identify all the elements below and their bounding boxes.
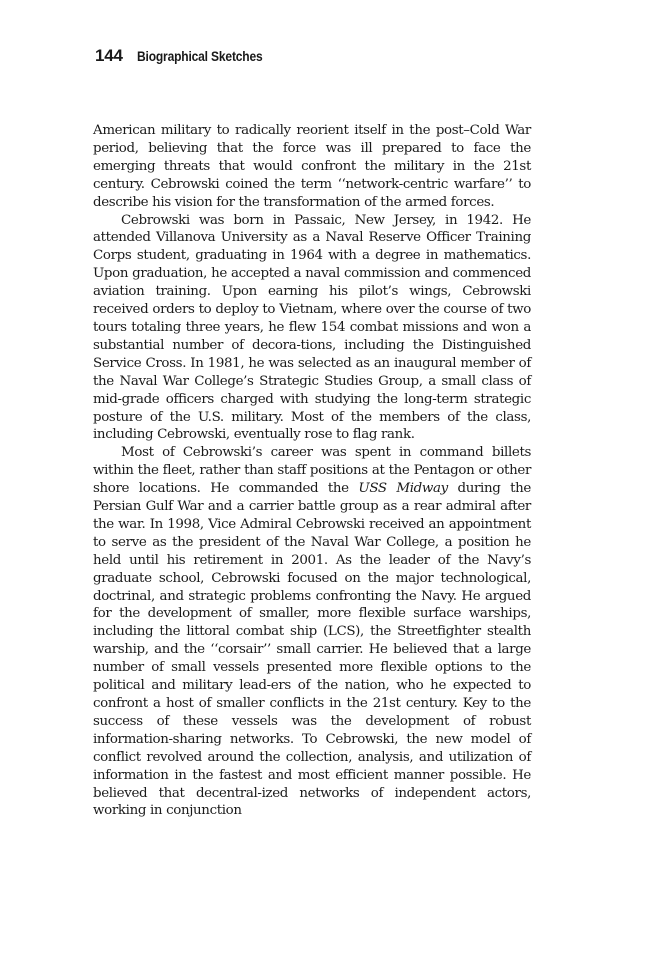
body-text — [93, 122, 531, 820]
paragraph-3-text-start: Most of Cebrowski’s career was spent in command billets within the fleet, rather than staff positions at the Pentagon or other shore locations. He commanded the — [93, 445, 531, 497]
paragraph-2: Cebrowski was born in Passaic, New Jersey, in 1942. He attended Villanova University as a Naval Reserve Officer Training Corps student, graduating in 1964 with a degree in mathematics. Upon graduation, he accepted a naval commission and commenced aviation training. Upon earning his pilot’s wings, Cebrowski received orders to deploy to Vietnam, where over the course of two tours totaling three years, he flew 154 combat missions and won a substantial number of decora-tions, including the Distinguished Service Cross. In 1981, he was selected as an inaugural member of the Naval War College’s Strategic Studies Group, a small class of mid-grade officers charged with studying the long-term strategic posture of the U.S. military. Most of the members of the class, including Cebrowski, eventually rose to flag rank. — [93, 212, 531, 443]
ship-name-italic: USS Midway — [358, 481, 448, 497]
paragraph-1: American military to radically reorient itself in the post–Cold War period, believing that the force was ill prepared to face the emerging threats that would confront the military in the 21st century. Cebrowski coined the term ‘‘network-centric warfare’’ to describe his vision for the transformation of the armed forces. — [93, 123, 531, 210]
paragraph-3 — [93, 444, 531, 820]
section-title: Biographical Sketches — [137, 48, 263, 64]
page-number: 144 — [95, 46, 123, 65]
running-header — [95, 46, 283, 66]
paragraph-3-text-end: during the Persian Gulf War and a carrier battle group as a rear admiral after the war. In 1998, Vice Admiral Cebrowski received an appointment to serve as the president of the Naval War College, a position he held until his retirement in 2001. As the leader of the Navy’s graduate school, Cebrowski focused on the major technological, doctrinal, and strategic problems confronting the Navy. He argued for the development of smaller, more flexible surface warships, including the littoral combat ship (LCS), the Streetfighter stealth warship, and the ‘‘corsair’’ small carrier. He believed that a large number of small vessels presented more flexible options to the political and military lead-ers of the nation, who he expected to confront a host of smaller conflicts in the 21st century. Key to the success of these vessels was the development of robust information-sharing networks. To Cebrowski, the new model of conflict revolved around the collection, analysis, and utilization of information in the fastest and most efficient manner possible. He believed that decentral-ized networks of independent actors, working in conjunction — [93, 481, 531, 819]
